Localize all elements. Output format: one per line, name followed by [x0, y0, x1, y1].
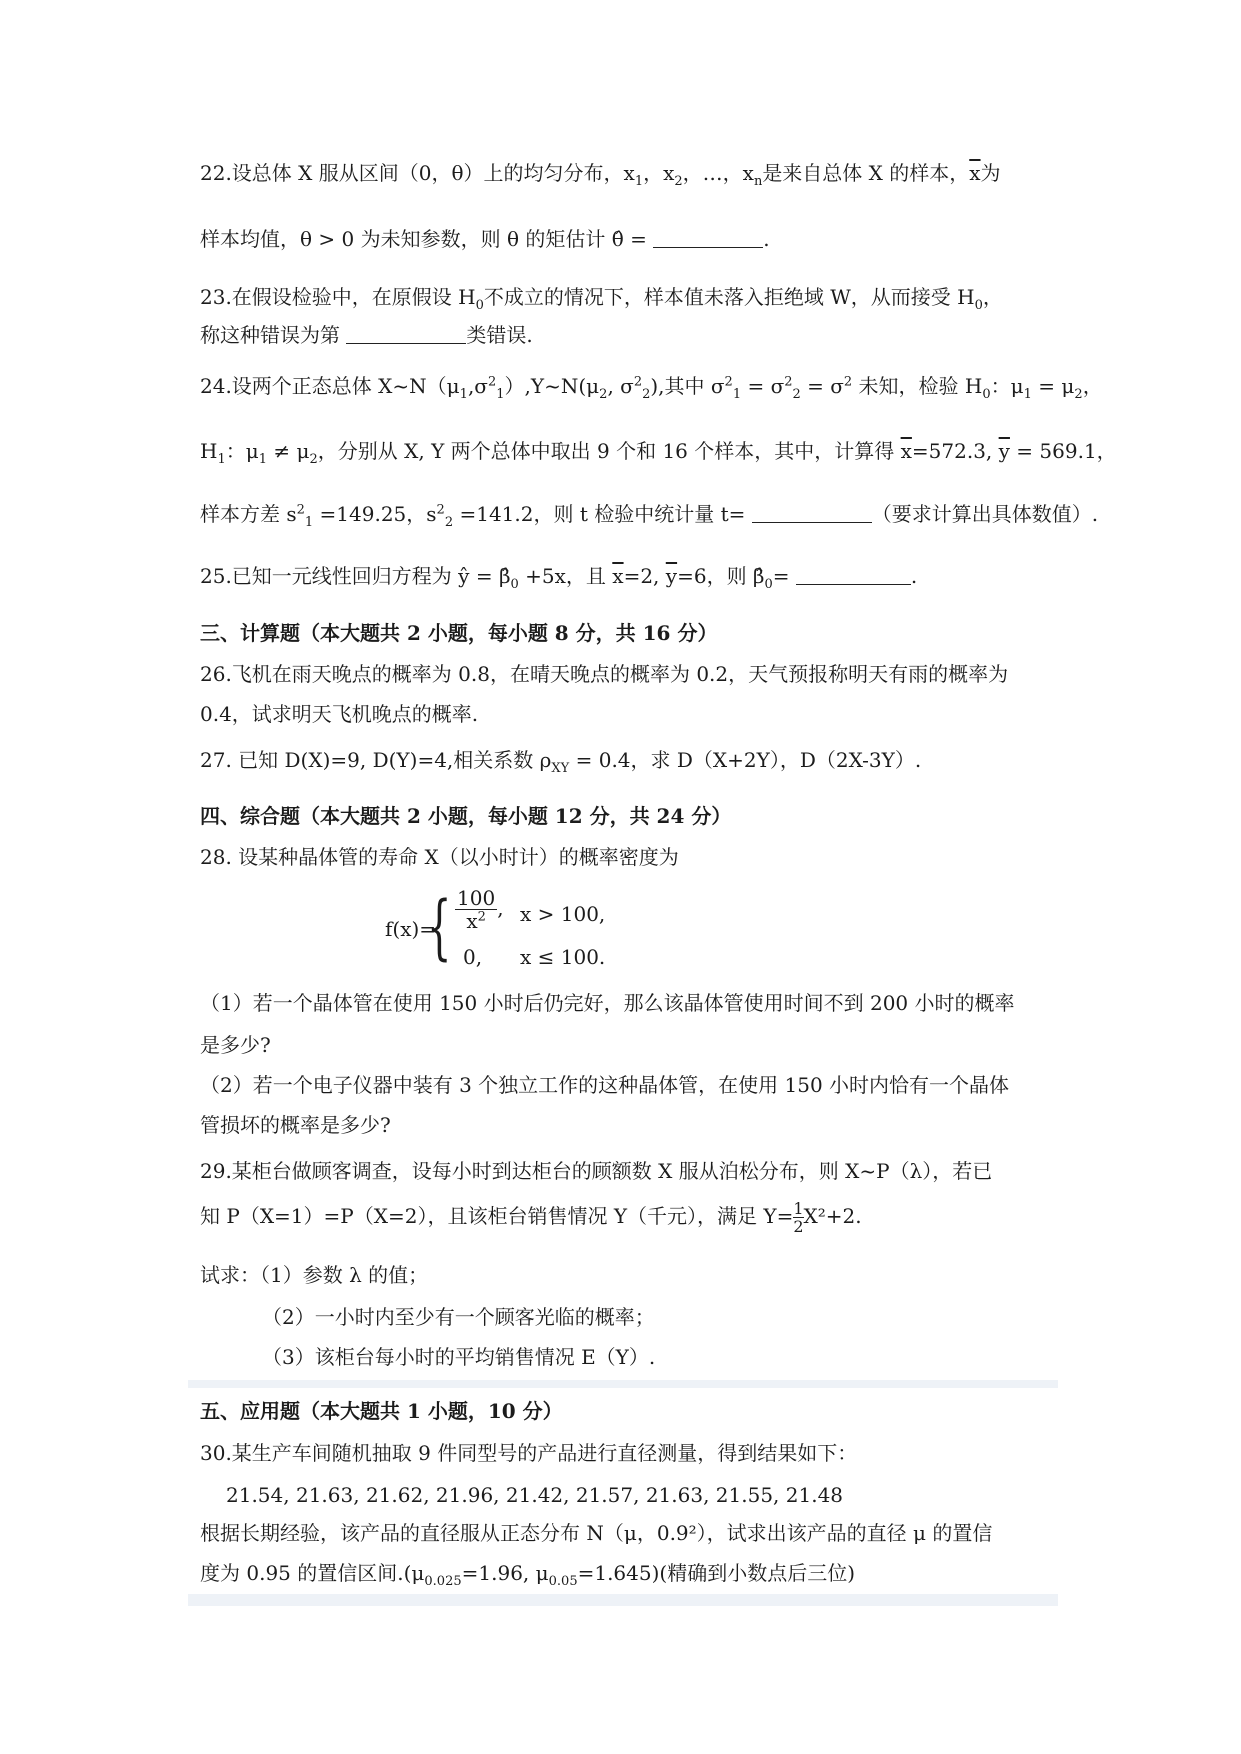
q30-line4: 度为 0.95 的置信区间$.(\mu_{0.025}=1.96$, $\mu_{0.05}=1.645$)(精确到小数点后三位): [200, 1561, 856, 1589]
section-4-title: 四、综合题（本大题共 2 小题，每小题 12 分，共 24 分）: [200, 804, 732, 828]
q29-line2: 知 P（X=1）=P（X=2），且该柜台销售情况 Y（千元），满足 Y= $\frac{1}{2}$ X²+2.: [200, 1199, 862, 1236]
q29-line1: 29.某柜台做顾客调查，设每小时到达柜台的顾额数 X 服从泊松分布，则 X~P（λ），若已: [200, 1159, 993, 1183]
fraction: $\frac{100}{x^2}$: [457, 886, 496, 933]
q23-line2: 称这种错误为第 类错误.: [200, 323, 533, 347]
answer-blank[interactable]: [752, 502, 872, 523]
q30-line1: 30.某生产车间随机抽取 9 件同型号的产品进行直径测量，得到结果如下：: [200, 1441, 858, 1465]
q28-part2-line1: （2）若一个电子仪器中装有 3 个独立工作的这种晶体管，在使用 150 小时内恰有一个晶体: [200, 1073, 1010, 1097]
q22-line1: 22.设总体 X 服从区间（0，θ）上的均匀分布，$x_1$，$x_2$，…，$x_n$是来自总体 X 的样本，$\overline{x}$为: [200, 161, 1001, 189]
q28-part1-line1: （1）若一个晶体管在使用 150 小时后仍完好，那么该晶体管使用时间不到 200 小时的概率: [200, 991, 1015, 1015]
q22-line2: 样本均值，θ > 0 为未知参数，则 θ 的矩估计 θ̂ = .: [200, 227, 770, 251]
answer-blank[interactable]: [653, 227, 763, 248]
q30-data: 21.54, 21.63, 21.62, 21.96, 21.42, 21.57, 21.63, 21.55, 21.48: [226, 1483, 844, 1507]
answer-blank[interactable]: [346, 323, 466, 344]
q28-part1-line2: 是多少?: [200, 1033, 271, 1057]
fraction-one-half: $\frac{1}{2}$: [793, 1199, 804, 1236]
section-5-title: 五、应用题（本大题共 1 小题，10 分）: [200, 1399, 563, 1423]
q28-line1: 28. 设某种晶体管的寿命 X（以小时计）的概率密度为: [200, 845, 679, 869]
q25-line1: 25.已知一元线性回归方程为 ŷ = $\betâ_0 +5x$，且 $\overline{x}=2$, $\overline{y}=6$，则 $\betâ_0=$ .: [200, 564, 918, 592]
q28-part2-line2: 管损坏的概率是多少?: [200, 1113, 391, 1137]
q27-line1: 27. 已知 D(X)=9, D(Y)=4,相关系数 $\rho_{XY} = 0.4$，求 D（X+2Y），D（2X-3Y）.: [200, 748, 922, 776]
exam-page: 22.设总体 X 服从区间（0，θ）上的均匀分布，$x_1$，$x_2$，…，$x_n$是来自总体 X 的样本，$\overline{x}$为 样本均值，θ > 0 为未知参数，则 θ 的矩估计 θ̂ = . 23.在假设检验中，在原假设 $H_0$不成立的情况下，样本值未落入拒绝域 W，从而接受 $H_0$， 称这种错误为第 类错误. 24.设两个正态总体 $X\sim N(\mu_1,\sigma^2_1),Y\sim N(\mu_2$, $\sigma^2_2$),其中 $\sigma^2_1 = \sigma^2_2 = \sigma^2$ 未知，检验 $H_0$：$\mu_1 = \mu_2$， $H_1$：$\mu_1 \ne \mu_2$，分别从 X, Y 两个总体中取出 9 个和 16 个样本，其中，计算得 $\overline{x}=572.3$, $\overline{y} = 569.1$， 样本方差 $s^2_1 =149.25$，$s^2_2 =141.2$，则 t 检验中统计量 t= （要求计算出具体数值）. 25.已知一元线性回归方程为 ŷ = $\betâ_0 +5x$，且 $\overline{x}=2$, $\overline{y}=6$，则 $\betâ_0=$ . 三、计算题（本大题共 2 小题，每小题 8 分，共 16 分） 26.飞机在雨天晚点的概率为 0.8，在晴天晚点的概率为 0.2，天气预报称明天有雨的概率为 0.4，试求明天飞机晚点的概率. 27. 已知 D(X)=9, D(Y)=4,相关系数 $\rho_{XY} = 0.4$，求 D（X+2Y），D（2X-3Y）. 四、综合题（本大题共 2 小题，每小题 12 分，共 24 分） 28. 设某种晶体管的寿命 X（以小时计）的概率密度为 f(x)= { $\frac{100}{x^2}$ , x > 100, 0, x ≤ 100. （1）若一个晶体管在使用 150 小时后仍完好，那么该晶体管使用时间不到 200 小时的概率 是多少? （2）若一个电子仪器中装有 3 个独立工作的这种晶体管，在使用 150 小时内恰有一个晶体 管损坏的概率是多少? 29.某柜台做顾客调查，设每小时到达柜台的顾额数 X 服从泊松分布，则 X~P（λ），若已 知 P（X=1）=P（X=2），且该柜台销售情况 Y（千元），满足 Y= $\frac{1}{2}$ X²+2. 试求：（1）参数 λ 的值； （2）一小时内至少有一个顾客光临的概率； （3）该柜台每小时的平均销售情况 E（Y）. 五、应用题（本大题共 1 小题，10 分） 30.某生产车间随机抽取 9 件同型号的产品进行直径测量，得到结果如下： 21.54, 21.63, 21.62, 21.96, 21.42, 21.57, 21.63, 21.55, 21.48 根据长期经验，该产品的直径服从正态分布 N（μ，0.9²），试求出该产品的直径 μ 的置信 度为 0.95 的置信区间$.(\mu_{0.025}=1.96$, $\mu_{0.05}=1.645$)(精确到小数点后三位): [0, 0, 1241, 1754]
q26-line1: 26.飞机在雨天晚点的概率为 0.8，在晴天晚点的概率为 0.2，天气预报称明天有雨的概率为: [200, 662, 1009, 686]
q29-ask2: （2）一小时内至少有一个顾客光临的概率；: [262, 1305, 655, 1329]
section-3-title: 三、计算题（本大题共 2 小题，每小题 8 分，共 16 分）: [200, 621, 718, 645]
shade-band: [188, 1594, 1058, 1606]
q24-line2: $H_1$：$\mu_1 \ne \mu_2$，分别从 X, Y 两个总体中取出 9 个和 16 个样本，其中，计算得 $\overline{x}=572.3$, $\overline{y} = 569.1$，: [200, 439, 1117, 467]
q29-ask3: （3）该柜台每小时的平均销售情况 E（Y）.: [262, 1345, 656, 1369]
q30-line3: 根据长期经验，该产品的直径服从正态分布 N（μ，0.9²），试求出该产品的直径 μ 的置信: [200, 1521, 993, 1545]
q24-line3: 样本方差 $s^2_1 =149.25$，$s^2_2 =141.2$，则 t 检验中统计量 t= （要求计算出具体数值）.: [200, 502, 1099, 530]
q29-ask1: 试求：（1）参数 λ 的值；: [200, 1263, 429, 1287]
q23-line1: 23.在假设检验中，在原假设 $H_0$不成立的情况下，样本值未落入拒绝域 W，从而接受 $H_0$，: [200, 285, 1003, 313]
brace-symbol: {: [427, 886, 452, 968]
answer-blank[interactable]: [796, 564, 911, 585]
q26-line2: 0.4，试求明天飞机晚点的概率.: [200, 702, 479, 726]
shade-band: [188, 1380, 1058, 1388]
q24-line1: 24.设两个正态总体 $X\sim N(\mu_1,\sigma^2_1),Y\sim N(\mu_2$, $\sigma^2_2$),其中 $\sigma^2_1 = \sigma^2_2 = \sigma^2$ 未知，检验 $H_0$：$\mu_1 = \mu_2$，: [200, 374, 1103, 402]
